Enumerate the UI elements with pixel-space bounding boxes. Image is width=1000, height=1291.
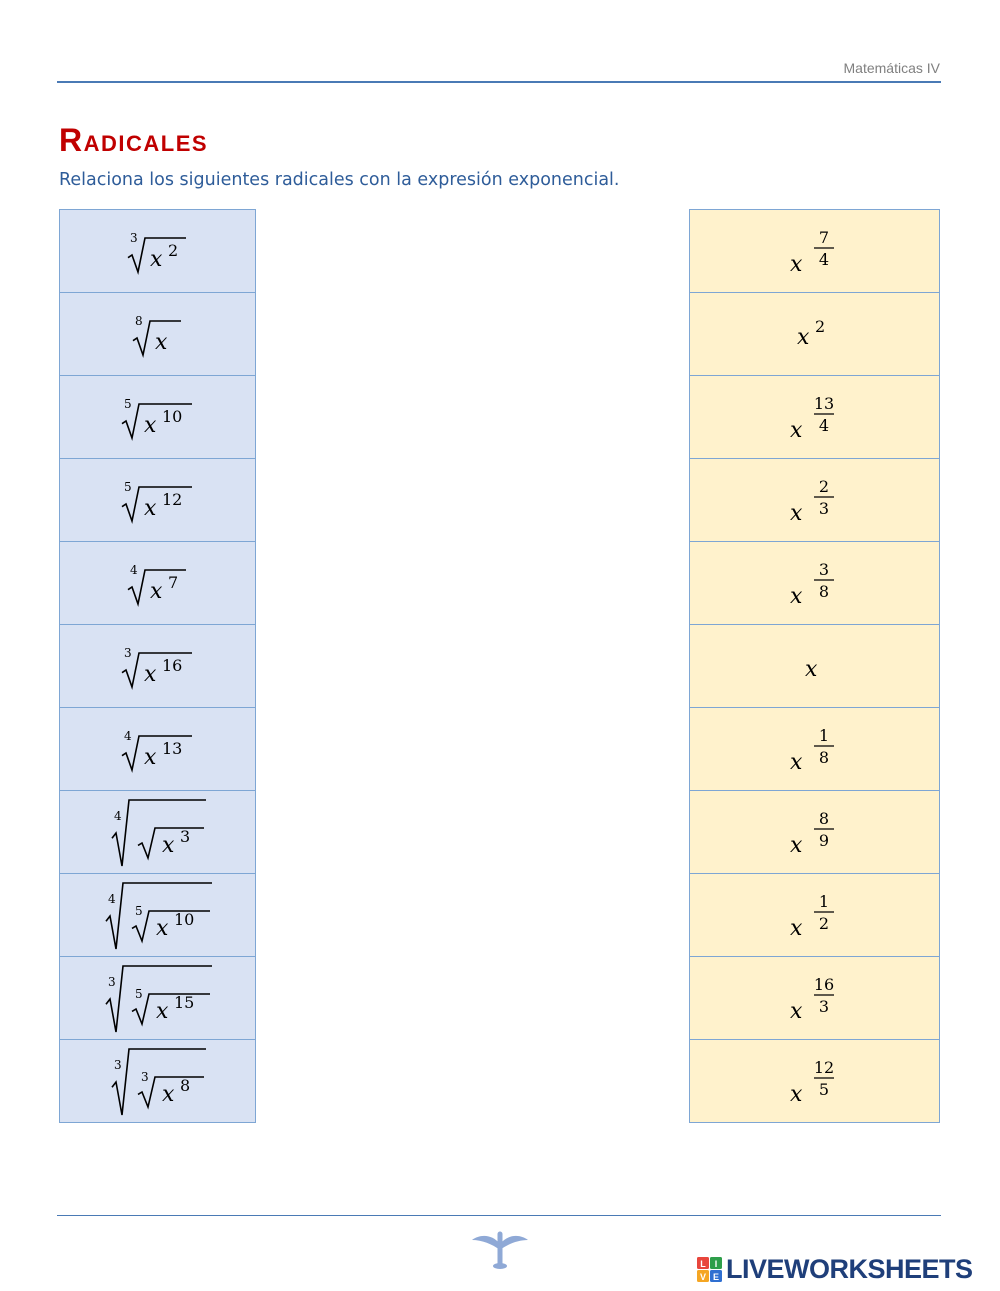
exponential-base: x xyxy=(789,584,802,609)
exponent-numerator: 1 xyxy=(818,892,829,911)
radical-exponent: 3 xyxy=(179,827,190,846)
inner-radical-index: 5 xyxy=(134,904,143,918)
exponential-card[interactable] xyxy=(690,957,939,1040)
exponential-base: x xyxy=(789,1082,802,1107)
radical-base: x xyxy=(143,662,156,687)
exponential-base: x xyxy=(789,750,802,775)
radical-exponent: 10 xyxy=(161,407,182,426)
radical-card[interactable] xyxy=(60,542,255,625)
nested-radical-expression xyxy=(102,960,214,1036)
exponential-base: x xyxy=(789,501,802,526)
radical-card[interactable] xyxy=(60,459,255,542)
radical-exponent: 16 xyxy=(161,656,182,675)
radical-index: 8 xyxy=(134,314,143,328)
radical-index: 4 xyxy=(129,563,138,577)
radical-card[interactable] xyxy=(60,376,255,459)
exponential-card[interactable] xyxy=(690,210,939,293)
exponent-denominator: 3 xyxy=(818,499,829,518)
radical-index: 4 xyxy=(123,729,132,743)
exponential-card[interactable] xyxy=(690,293,939,376)
exponential-card[interactable] xyxy=(690,874,939,957)
radical-base: x xyxy=(155,916,168,941)
exponent-denominator: 3 xyxy=(818,997,829,1016)
brand-block-letter: V xyxy=(699,1271,707,1282)
exponent-numerator: 2 xyxy=(818,477,829,496)
exponential-power: 2 xyxy=(814,317,825,336)
radical-base: x xyxy=(154,330,167,355)
radical-exponent: 15 xyxy=(173,993,194,1012)
radical-base: x xyxy=(143,496,156,521)
exponential-expression xyxy=(790,885,840,945)
radical-exponent: 10 xyxy=(173,910,194,929)
nested-radical-expression xyxy=(108,794,208,870)
inner-radical-index: 5 xyxy=(134,987,143,1001)
header-divider xyxy=(57,81,941,83)
radical-expression xyxy=(120,724,196,774)
course-name: Matemáticas IV xyxy=(843,60,940,76)
radical-index: 3 xyxy=(123,646,132,660)
brand-blocks-icon xyxy=(697,1257,723,1283)
exponential-expression xyxy=(790,719,840,779)
radical-exponent: 2 xyxy=(167,241,178,260)
radical-base: x xyxy=(161,833,174,858)
radical-exponent: 13 xyxy=(161,739,182,758)
brand-block-letter: L xyxy=(700,1258,706,1269)
exponential-card[interactable] xyxy=(690,542,939,625)
exponent-numerator: 8 xyxy=(818,809,829,828)
exponent-denominator: 5 xyxy=(818,1080,829,1099)
radical-exponent: 8 xyxy=(179,1076,190,1095)
exponential-expression xyxy=(790,221,840,281)
brand-block-letter: I xyxy=(714,1258,718,1269)
exponential-base: x xyxy=(796,325,809,350)
brand-block-letter: E xyxy=(712,1271,720,1282)
radical-base: x xyxy=(155,999,168,1024)
exponential-expression xyxy=(803,646,827,686)
footer-divider xyxy=(57,1215,941,1216)
radical-card[interactable] xyxy=(60,625,255,708)
radical-expression xyxy=(131,309,185,359)
exponent-denominator: 8 xyxy=(818,748,829,767)
nested-radical-expression xyxy=(102,877,214,953)
radical-base: x xyxy=(149,579,162,604)
outer-radical-index: 3 xyxy=(113,1058,122,1072)
exponentials-column xyxy=(689,209,940,1123)
radical-exponent: 7 xyxy=(167,573,178,592)
exponent-numerator: 12 xyxy=(813,1058,834,1077)
exponential-expression xyxy=(790,968,840,1028)
exponent-denominator: 4 xyxy=(818,250,829,269)
exponential-expression xyxy=(790,553,840,613)
radical-exponent: 12 xyxy=(161,490,182,509)
exponential-base: x xyxy=(789,252,802,277)
outer-radical-index: 4 xyxy=(113,809,122,823)
radical-expression xyxy=(120,392,196,442)
radical-expression xyxy=(120,475,196,525)
radical-base: x xyxy=(161,1082,174,1107)
nested-radical-expression xyxy=(108,1043,208,1119)
title-initial: R xyxy=(59,122,84,158)
radical-card[interactable] xyxy=(60,708,255,791)
exponential-expression xyxy=(790,1051,840,1111)
exponential-expression xyxy=(790,470,840,530)
radical-card[interactable] xyxy=(60,293,255,376)
exponential-base: x xyxy=(789,999,802,1024)
brand-name: LIVEWORKSHEETS xyxy=(726,1254,973,1284)
radical-index: 5 xyxy=(123,397,132,411)
exponential-expression xyxy=(790,802,840,862)
exponential-expression xyxy=(795,314,835,354)
radical-index: 3 xyxy=(129,231,138,245)
exponent-numerator: 13 xyxy=(813,394,834,413)
radical-base: x xyxy=(143,745,156,770)
exponent-denominator: 8 xyxy=(818,582,829,601)
radical-card[interactable] xyxy=(60,957,255,1040)
exponential-card[interactable] xyxy=(690,459,939,542)
brand-logo xyxy=(697,1254,973,1285)
radical-expression xyxy=(126,226,190,276)
radical-sign xyxy=(132,911,210,941)
radical-card[interactable] xyxy=(60,874,255,957)
exponent-numerator: 3 xyxy=(818,560,829,579)
exponent-denominator: 2 xyxy=(818,914,829,933)
exponential-expression xyxy=(790,387,840,447)
outer-radical-index: 3 xyxy=(107,975,116,989)
radical-card[interactable] xyxy=(60,210,255,293)
exponent-numerator: 7 xyxy=(818,228,829,247)
exponential-card[interactable] xyxy=(690,376,939,459)
exponential-base: x xyxy=(789,418,802,443)
radical-sign xyxy=(112,1049,206,1115)
radical-base: x xyxy=(149,247,162,272)
exponential-base: x xyxy=(804,657,817,682)
radical-index: 5 xyxy=(123,480,132,494)
exponential-card[interactable] xyxy=(690,1040,939,1122)
radical-expression xyxy=(126,558,190,608)
exponential-card[interactable] xyxy=(690,791,939,874)
exponential-base: x xyxy=(789,916,802,941)
exponential-base: x xyxy=(789,833,802,858)
radical-base: x xyxy=(143,413,156,438)
exponent-numerator: 1 xyxy=(818,726,829,745)
radical-card[interactable] xyxy=(60,791,255,874)
title-rest: ADICALES xyxy=(83,131,209,156)
exponent-denominator: 9 xyxy=(818,831,829,850)
instructions: Relaciona los siguientes radicales con la expresión exponencial. xyxy=(59,170,620,190)
exponential-card[interactable] xyxy=(690,708,939,791)
outer-radical-index: 4 xyxy=(107,892,116,906)
exponential-card[interactable] xyxy=(690,625,939,708)
radicals-column xyxy=(59,209,256,1123)
exponent-denominator: 4 xyxy=(818,416,829,435)
radical-sign xyxy=(132,994,210,1024)
inner-radical-index: 3 xyxy=(140,1070,149,1084)
radical-expression xyxy=(120,641,196,691)
footer-ornament-icon xyxy=(470,1230,530,1274)
radical-sign xyxy=(112,800,206,866)
exponent-numerator: 16 xyxy=(813,975,834,994)
page-title xyxy=(59,122,208,159)
radical-card[interactable] xyxy=(60,1040,255,1122)
